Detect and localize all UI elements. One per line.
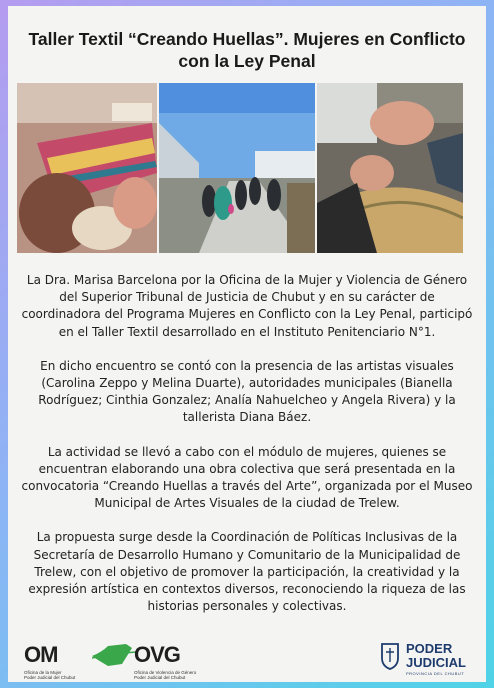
chubut-map-icon — [92, 642, 136, 668]
poder-judicial-logo — [380, 640, 480, 680]
photo-group-walking — [159, 83, 315, 253]
om-subtitle — [24, 670, 75, 680]
photo-strip — [17, 83, 477, 253]
ovg-subtitle — [134, 670, 196, 680]
ovg-logo-text: OVG — [134, 642, 180, 667]
page-title — [8, 28, 486, 72]
paragraph-3: La actividad se llevó a cabo con el módulo de mujeres, quienes se encuentran elaborando una obra colectiva que será presentada en la convocatoria “Creando Huellas a través del Arte”, organizada por el Museo Municipal de Artes Visuales de la ciudad de Trelew. — [21, 444, 473, 511]
pj-line-3: PROVINCIA DEL CHUBUT — [406, 671, 465, 676]
photo-weaving — [17, 83, 157, 253]
paragraph-2: En dicho encuentro se contó con la presencia de las artistas visuales (Carolina Zeppo y Melina Duarte), autoridades municipales (Bianella Rodríguez; Cinthia Gonzalez; Analía Nahuelcheo y Angela Rivera) y la tallerista Diana Báez. — [38, 358, 456, 425]
ovg-subtitle-line-1: Oficina de Violencia de Género — [134, 670, 197, 675]
pj-line-1: PODER — [406, 641, 453, 656]
paragraph-4: La propuesta surge desde la Coordinación de Políticas Inclusivas de la Secretaría de Desarrollo Humano y Comunitario de la Municipalidad de Trelew, con el objetivo de promover la participación, la creatividad y la expresión artística en contextos diversos, reconociendo la riqueza de las historias personales y colectivas. — [28, 530, 466, 614]
title-line-2: con la Ley Penal — [178, 51, 316, 71]
article-body — [20, 272, 474, 632]
shield-icon — [380, 642, 400, 670]
om-logo-text: OM — [24, 642, 58, 667]
pj-line-2: JUDICIAL — [406, 655, 466, 670]
om-subtitle-line-1: Oficina de la Mujer — [24, 670, 62, 675]
photo-knitting-hands — [317, 83, 463, 253]
om-ovg-logo — [24, 642, 204, 680]
title-line-1: Taller Textil “Creando Huellas”. Mujeres en Conflicto — [28, 29, 466, 49]
paragraph-1: La Dra. Marisa Barcelona por la Oficina de la Mujer y Violencia de Género del Superior Tribunal de Justicia de Chubut y en su carácter de coordinadora del Programa Mujeres en Conflicto con la Ley Penal, participó en el Taller Textil desarrollado en el Instituto Penitenciario N°1. — [21, 273, 473, 339]
footer-logos — [8, 638, 486, 682]
flyer-card — [8, 6, 486, 682]
ovg-subtitle-line-2: Poder Judicial del Chubut — [134, 675, 186, 680]
om-subtitle-line-2: Poder Judicial del Chubut — [24, 675, 76, 680]
